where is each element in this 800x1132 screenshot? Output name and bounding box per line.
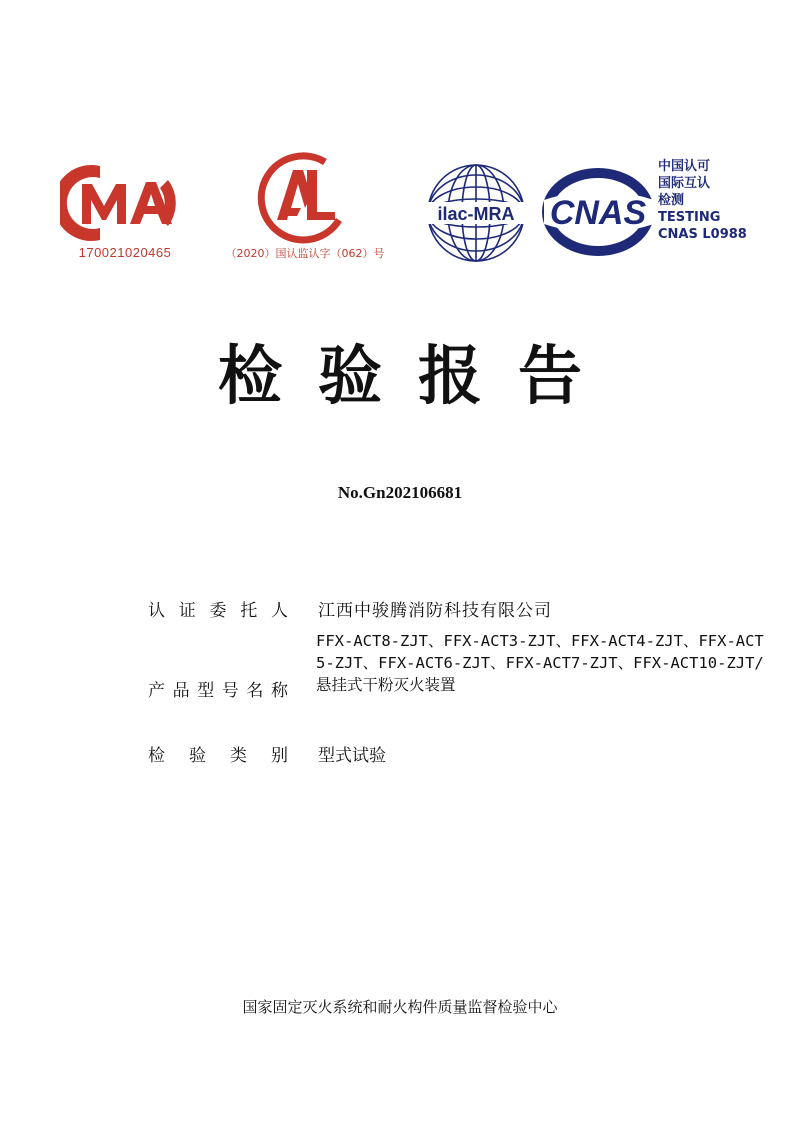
cnas-line: CNAS L0988 bbox=[658, 227, 747, 242]
cnas-line: 中国认可 bbox=[658, 159, 711, 174]
client-label: 认证委托人 bbox=[148, 601, 288, 621]
product-label: 产品型号名称 bbox=[148, 681, 288, 701]
cnas-accreditation-text bbox=[658, 158, 747, 243]
ilac-mra-text: ilac-MRA bbox=[437, 204, 515, 224]
cma-number: 170021020465 bbox=[78, 245, 172, 260]
inspection-type-value: 型式试验 bbox=[318, 746, 386, 766]
inspection-type-label: 检验类别 bbox=[148, 746, 288, 766]
cnas-line: TESTING bbox=[658, 210, 721, 225]
issuing-organization: 国家固定灭火系统和耐火构件质量监督检验中心 bbox=[242, 998, 558, 1016]
cal-number: （2020）国认监认字（062）号 bbox=[225, 247, 385, 260]
cma-mark-text: CMA bbox=[60, 162, 63, 163]
cma-logo bbox=[60, 162, 188, 244]
ilac-mra-logo bbox=[416, 158, 536, 268]
cnas-text: CNAS bbox=[549, 194, 647, 232]
report-title: 检验报告 bbox=[218, 340, 618, 414]
client-value: 江西中骏腾消防科技有限公司 bbox=[318, 601, 552, 621]
report-number: No.Gn202106681 bbox=[337, 483, 463, 502]
cal-logo bbox=[247, 148, 357, 244]
cnas-line: 检测 bbox=[658, 193, 685, 208]
product-value: FFX-ACT8-ZJT、FFX-ACT3-ZJT、FFX-ACT4-ZJT、FFX-ACT5-ZJT、FFX-ACT6-ZJT、FFX-ACT7-ZJT、FFX-ACT10-ZJT/悬挂式干粉灭火装置 bbox=[316, 632, 764, 694]
cnas-line: 国际互认 bbox=[658, 176, 711, 191]
cnas-logo bbox=[538, 162, 658, 262]
cal-mark-text: CAL bbox=[247, 148, 249, 149]
